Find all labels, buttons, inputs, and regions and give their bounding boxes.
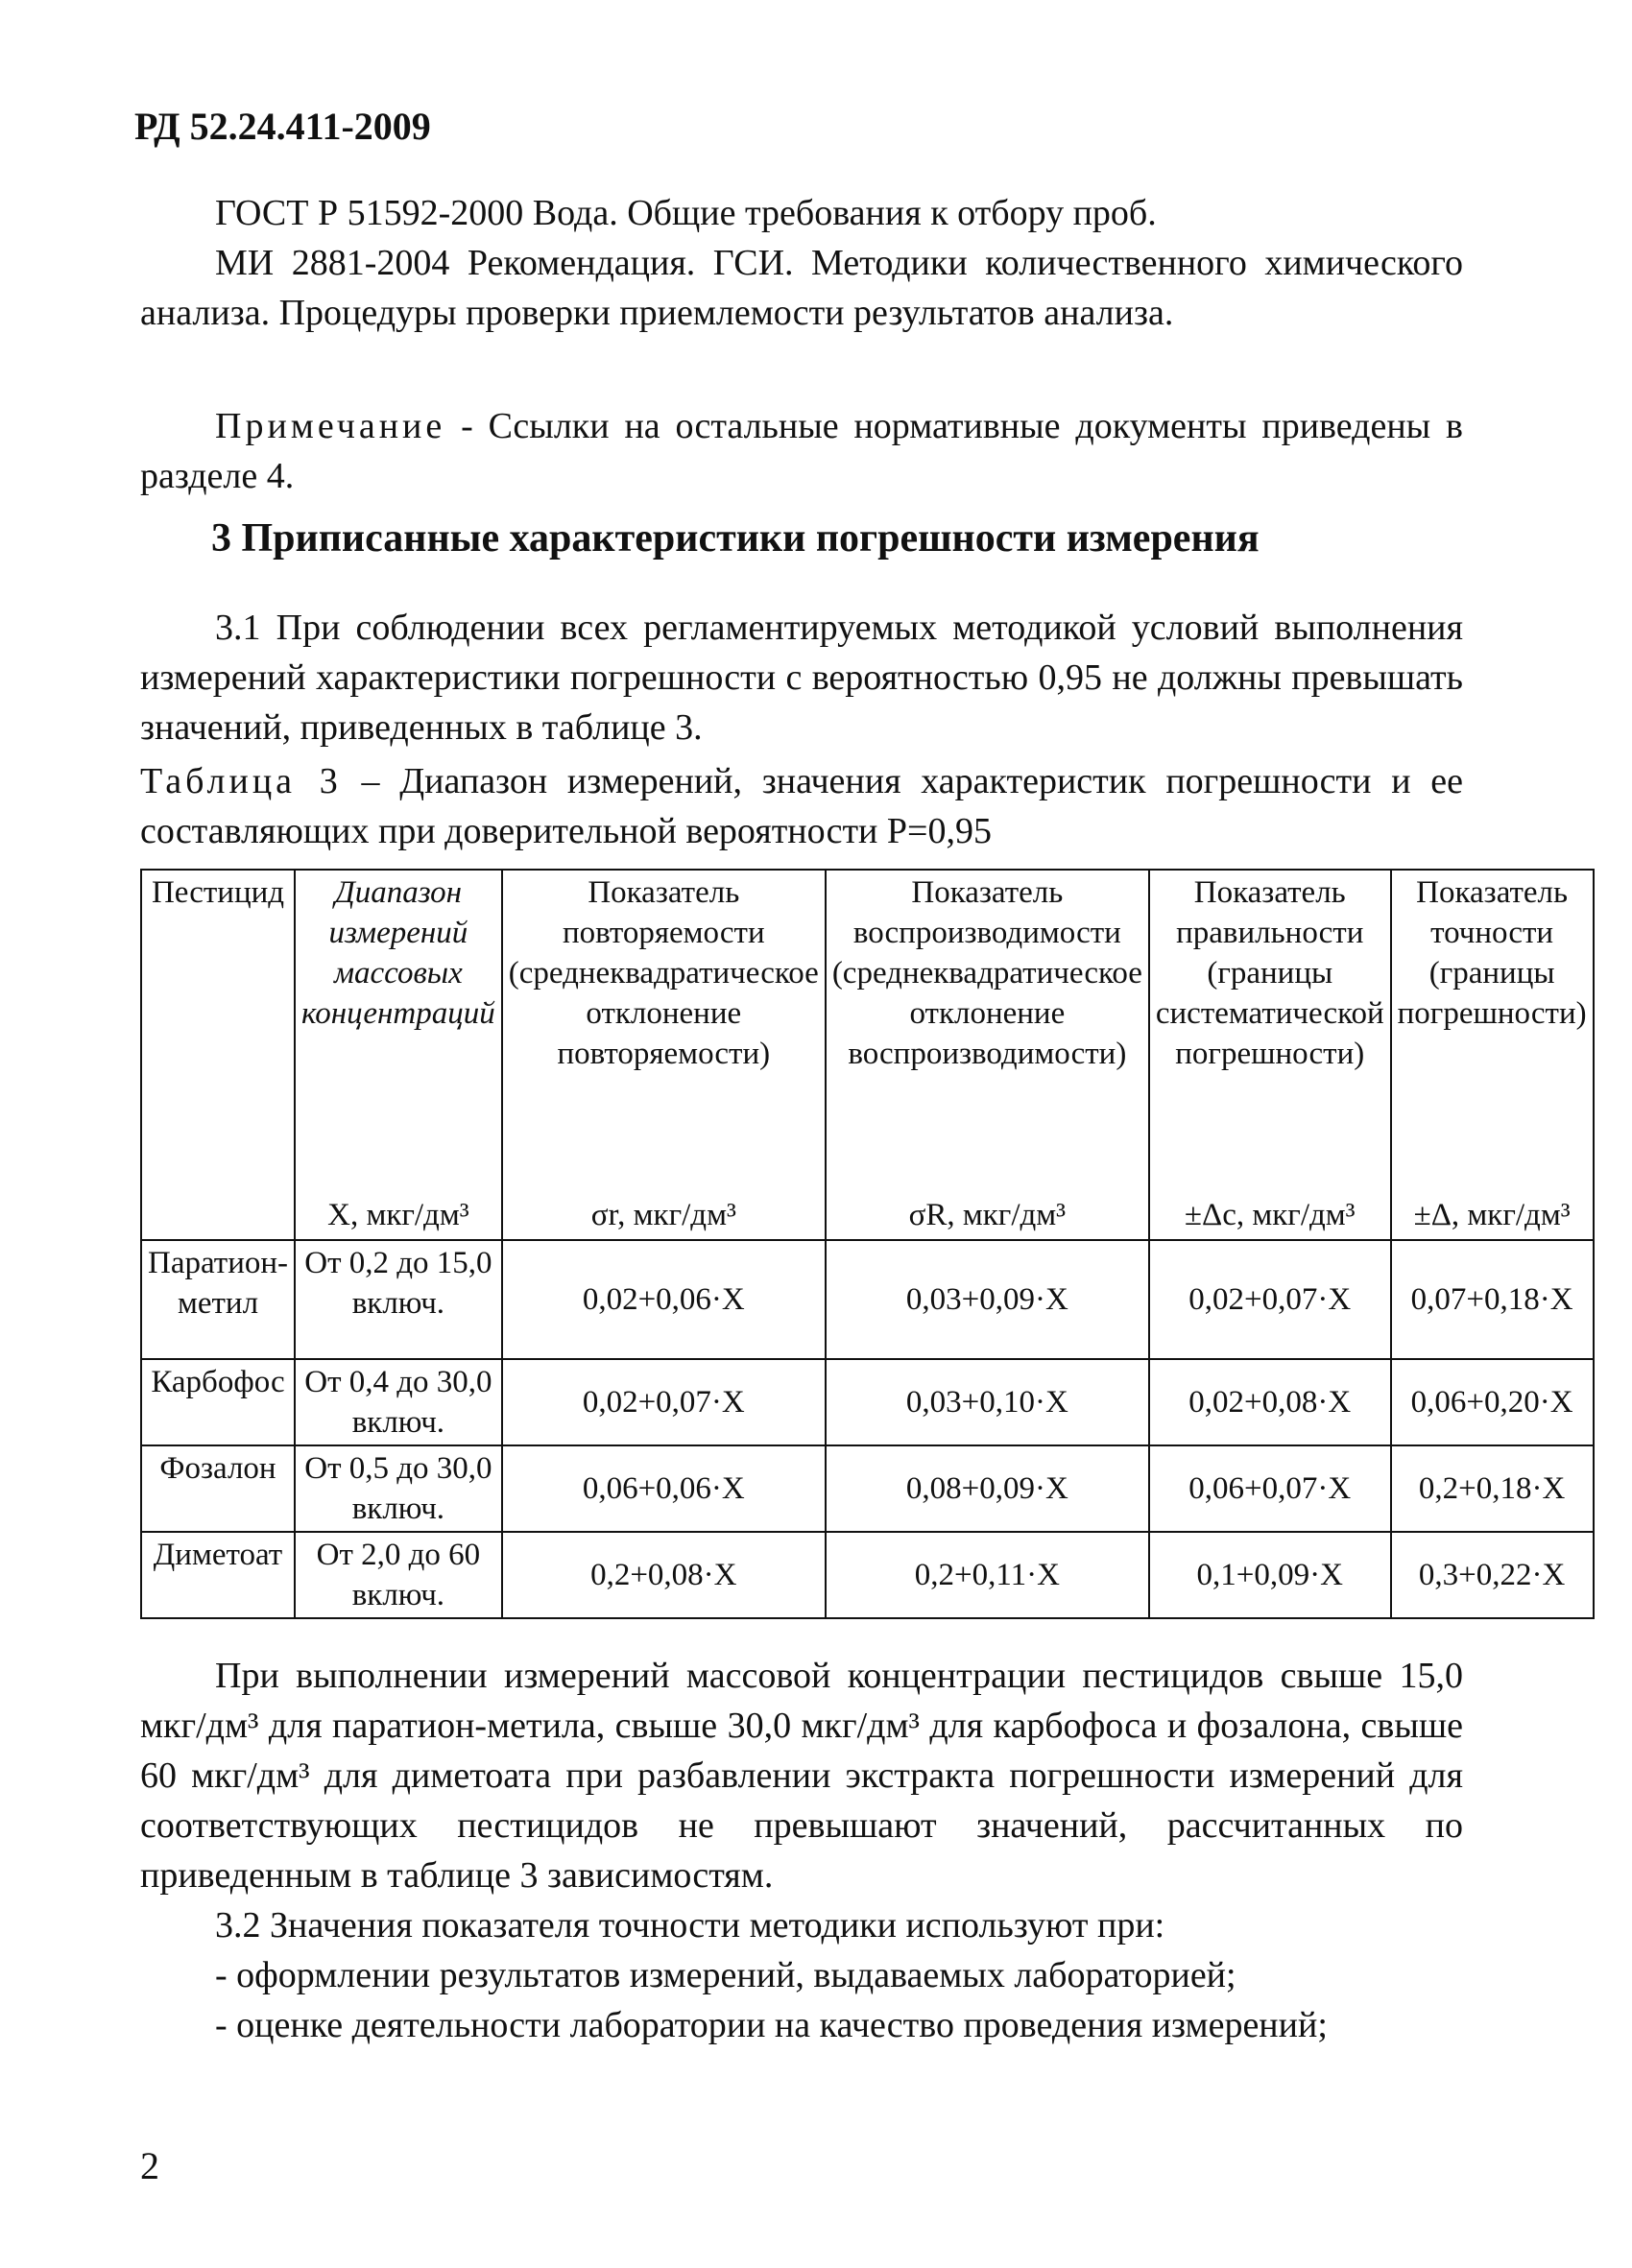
table-caption-text: – Диапазон измерений, значения характеристик погрешности и ее составляющих при доверительной вероятности Р=0,95 [140,761,1463,851]
header-repeatability-unit: σr, мкг/дм³ [590,1198,736,1232]
cell-correctness: 0,06+0,07·Х [1149,1445,1391,1532]
cell-accuracy: 0,06+0,20·Х [1391,1359,1594,1445]
table-header-row [141,870,1594,1240]
cell-correctness: 0,02+0,08·Х [1149,1359,1391,1445]
header-correctness-unit: ±Δc, мкг/дм³ [1184,1198,1356,1232]
table-row [141,1532,1594,1618]
cell-reproducibility: 0,03+0,09·Х [826,1240,1149,1359]
list-item: - оформлении результатов измерений, выдаваемых лабораторией; [215,1955,1236,1995]
page-number: 2 [140,2144,159,2187]
table-caption [140,756,1463,856]
cell-repeatability: 0,06+0,06·Х [502,1445,826,1532]
header-range: Диапазон измерений массовых концентраций Х, мкг/дм³ [295,870,502,1240]
cell-reproducibility: 0,03+0,10·Х [826,1359,1149,1445]
cell-repeatability: 0,2+0,08·Х [502,1532,826,1618]
note-block [140,401,1463,501]
section-title: 3 Приписанные характеристики погрешности измерения [211,516,1260,561]
cell-accuracy: 0,07+0,18·Х [1391,1240,1594,1359]
cell-pesticide: Диметоат [141,1532,295,1618]
note-text: - Ссылки на остальные нормативные документы приведены в разделе 4. [140,406,1463,496]
table-row [141,1240,1594,1359]
cell-pesticide: Карбофос [141,1359,295,1445]
table-row [141,1445,1594,1532]
cell-pesticide: Фозалон [141,1445,295,1532]
cell-range: От 0,2 до 15,0 включ. [295,1240,502,1359]
cell-range: От 0,4 до 30,0 включ. [295,1359,502,1445]
reference-gost: ГОСТ Р 51592-2000 Вода. Общие требования к отбору проб. [215,193,1157,233]
paragraph-3-2: 3.2 Значения показателя точности методики используют при: [215,1905,1165,1946]
list-item: - оценке деятельности лаборатории на качество проведения измерений; [215,2005,1328,2045]
header-reproducibility: Показатель воспроизводимости (среднеквадратическое отклонение воспроизводимости) σR, мкг/дм³ [826,870,1149,1240]
cell-correctness: 0,02+0,07·Х [1149,1240,1391,1359]
cell-correctness: 0,1+0,09·Х [1149,1532,1391,1618]
header-repeatability: Показатель повторяемости (среднеквадратическое отклонение повторяемости) σr, мкг/дм³ [502,870,826,1240]
cell-range: От 2,0 до 60 включ. [295,1532,502,1618]
after-table-block [140,1651,1463,2050]
section-paragraph-block [140,603,1463,752]
table-caption-label: Таблица 3 [140,761,342,801]
header-accuracy: Показатель точности (границы погрешности) ±Δ, мкг/дм³ [1391,870,1594,1240]
header-correctness: Показатель правильности (границы систематической погрешности) ±Δc, мкг/дм³ [1149,870,1391,1240]
references-block [140,188,1463,338]
note-label: Примечание [215,406,446,446]
paragraph-after-table: При выполнении измерений массовой концентрации пестицидов свыше 15,0 мкг/дм³ для паратион-метила, свыше 30,0 мкг/дм³ для карбофоса и фозалона, свыше 60 мкг/дм³ для диметоата при разбавлении экстракта погрешности измерений для соответствующих пестицидов не превышают значений, рассчитанных по приведенным в таблице 3 зависимостям. [140,1656,1463,1896]
cell-accuracy: 0,3+0,22·Х [1391,1532,1594,1618]
table-3 [140,869,1595,1619]
table-row [141,1359,1594,1445]
header-pesticide: Пестицид [141,870,295,1240]
cell-reproducibility: 0,2+0,11·Х [826,1532,1149,1618]
cell-reproducibility: 0,08+0,09·Х [826,1445,1149,1532]
cell-range: От 0,5 до 30,0 включ. [295,1445,502,1532]
header-range-unit: Х, мкг/дм³ [327,1198,469,1232]
header-reproducibility-unit: σR, мкг/дм³ [908,1198,1067,1232]
header-accuracy-unit: ±Δ, мкг/дм³ [1413,1198,1571,1232]
paragraph-3-1: 3.1 При соблюдении всех регламентируемых методикой условий выполнения измерений характеристики погрешности с вероятностью 0,95 не должны превышать значений, приведенных в таблице 3. [140,608,1463,748]
cell-accuracy: 0,2+0,18·Х [1391,1445,1594,1532]
note-paragraph [140,401,1463,501]
cell-repeatability: 0,02+0,06·Х [502,1240,826,1359]
document-code: РД 52.24.411-2009 [134,105,431,148]
reference-mi: МИ 2881-2004 Рекомендация. ГСИ. Методики количественного химического анализа. Процедуры проверки приемлемости результатов анализа. [140,243,1463,333]
cell-pesticide: Паратион-метил [141,1240,295,1359]
cell-repeatability: 0,02+0,07·Х [502,1359,826,1445]
